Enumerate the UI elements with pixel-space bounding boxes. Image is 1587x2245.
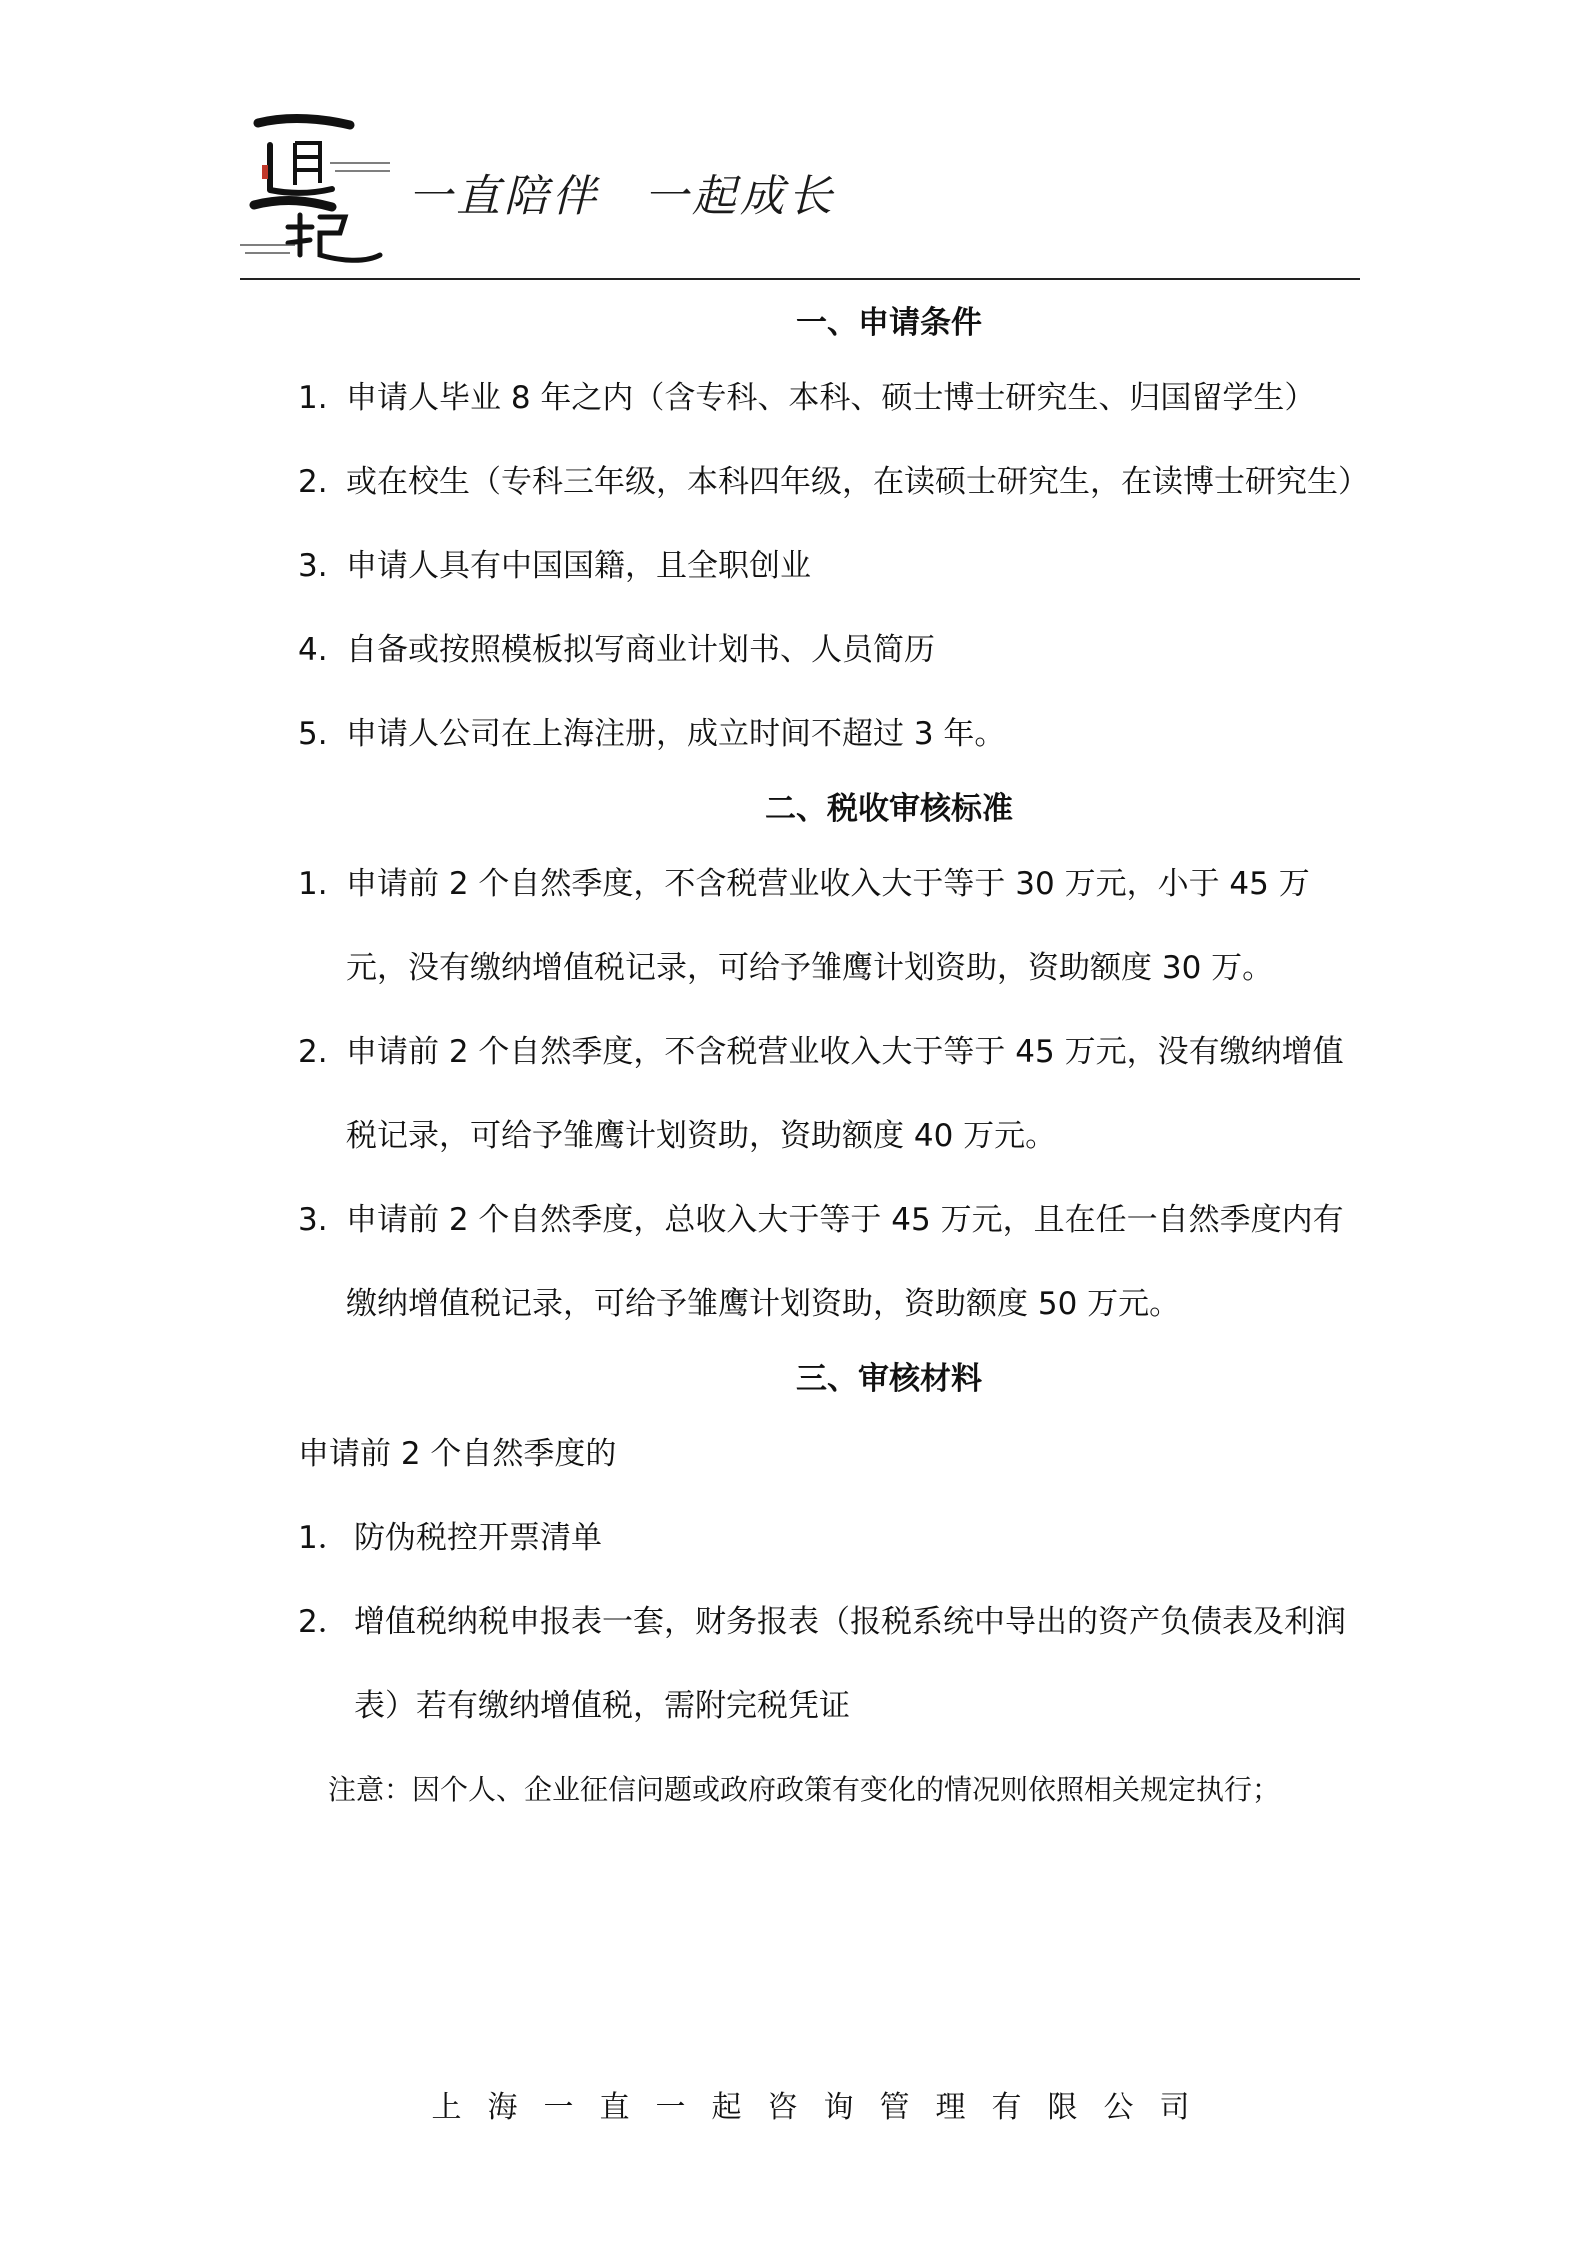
list-text: 申请前 2 个自然季度，总收入大于等于 45 万元，且在任一自然季度内有缴纳增值税记录，可给予雏鹰计划资助，资助额度 50 万元。 — [346, 1202, 1344, 1322]
list-number: 2． — [298, 1604, 349, 1640]
footer-company-name: 上海一直一起咨询管理有限公司 — [431, 2090, 1216, 2125]
list-item — [298, 356, 1360, 440]
slogan — [408, 160, 836, 224]
list-text: 或在校生（专科三年级，本科四年级，在读硕士研究生，在读博士研究生） — [346, 464, 1369, 500]
list-number: 3. — [298, 548, 328, 584]
list-number: 1. — [298, 866, 328, 902]
list-number: 3. — [298, 1202, 328, 1238]
brand-logo-image — [240, 105, 390, 275]
list-text: 申请人具有中国国籍，且全职创业 — [346, 548, 811, 584]
slogan-part2: 一起成长 — [644, 171, 836, 222]
brand-logo — [240, 105, 390, 275]
slogan-part1: 一直陪伴 — [408, 171, 600, 222]
list-text: 防伪税控开票清单 — [354, 1520, 602, 1556]
note-text: 注意：因个人、企业征信问题或政府政策有变化的情况则依照相关规定执行； — [328, 1773, 1281, 1806]
section-title-application-conditions: 一、申请条件 — [796, 305, 982, 341]
section-title-tax-criteria: 二、税收审核标准 — [765, 791, 1013, 827]
header-divider — [240, 278, 1360, 280]
header — [240, 105, 1360, 280]
list-item — [298, 608, 1360, 692]
section-intro: 申请前 2 个自然季度的 — [298, 1436, 617, 1472]
list-item — [298, 692, 1360, 776]
list-number: 1． — [298, 1520, 349, 1556]
list-number: 2. — [298, 464, 328, 500]
list-item — [298, 440, 1369, 524]
document-body — [298, 290, 1369, 1832]
list-text: 增值税纳税申报表一套，财务报表（报税系统中导出的资产负债表及利润表）若有缴纳增值税，需附完税凭证 — [354, 1604, 1346, 1724]
list-item — [298, 1580, 1360, 1748]
list-item — [298, 1496, 1360, 1580]
list-number: 2. — [298, 1034, 328, 1070]
list-item — [298, 1010, 1360, 1178]
list-text: 申请人毕业 8 年之内（含专科、本科、硕士博士研究生、归国留学生） — [346, 380, 1316, 416]
list-number: 4. — [298, 632, 328, 668]
list-text: 申请人公司在上海注册，成立时间不超过 3 年。 — [346, 716, 1006, 752]
list-text: 自备或按照模板拟写商业计划书、人员简历 — [346, 632, 935, 668]
list-text: 申请前 2 个自然季度，不含税营业收入大于等于 45 万元，没有缴纳增值税记录，可给予雏鹰计划资助，资助额度 40 万元。 — [346, 1034, 1344, 1154]
list-number: 1. — [298, 380, 328, 416]
list-text: 申请前 2 个自然季度，不含税营业收入大于等于 30 万元，小于 45 万元，没有缴纳增值税记录，可给予雏鹰计划资助，资助额度 30 万。 — [346, 866, 1310, 986]
list-item — [298, 842, 1360, 1010]
list-item — [298, 524, 1360, 608]
section-title-review-materials: 三、审核材料 — [796, 1361, 982, 1397]
list-item — [298, 1178, 1360, 1346]
list-number: 5. — [298, 716, 328, 752]
